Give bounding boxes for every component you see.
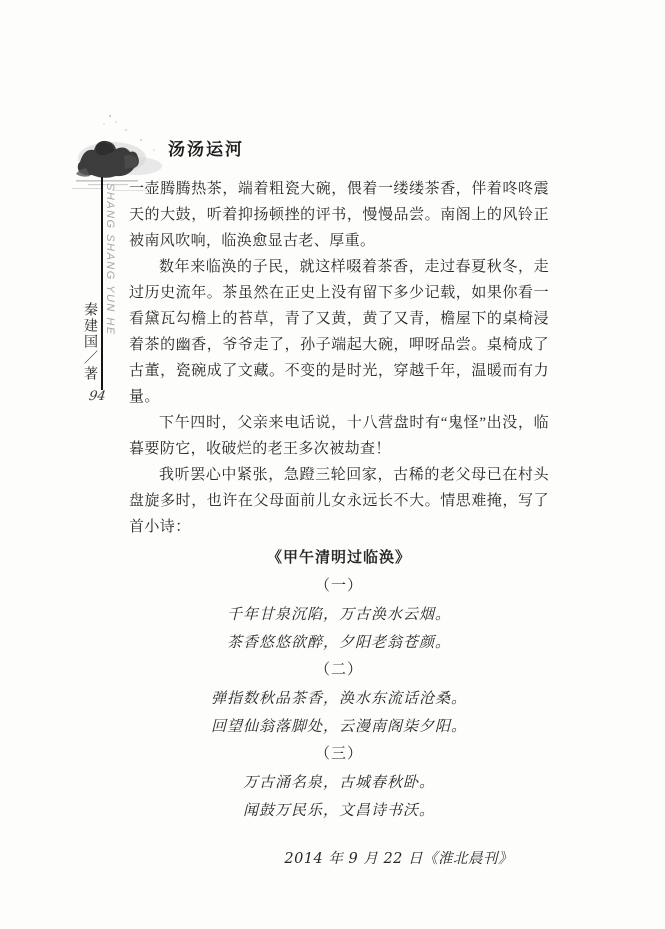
poem (129, 544, 549, 824)
poem-title: 《甲午清明过临涣》 (266, 550, 411, 566)
paragraph: 下午四时，父亲来电话说，十八营盘时有“鬼怪”出没，临暮要防它，收破烂的老王多次被劫查！ (129, 415, 549, 457)
book-pinyin-title: SHANG SHANG YUN HE (104, 183, 116, 336)
page-number: 94 (87, 389, 107, 404)
poem-line: 闻鼓万民乐，文昌诗书沃。 (242, 801, 435, 819)
poem-section-number: （三） (314, 746, 363, 762)
poem-section (129, 572, 549, 656)
paragraph: 我听罢心中紧张，急蹬三轮回家，古稀的老父母已在村头盘旋多时，也许在父母面前儿女永远长不大。情思难掩，写了首小诗： (129, 467, 549, 535)
body-text (129, 176, 549, 872)
poem-line: 弹指数秋品茶香，涣水东流话沧桑。 (210, 689, 467, 707)
poem-line: 千年甘泉沉陷，万古涣水云烟。 (226, 605, 451, 623)
running-title: 汤汤运河 (168, 140, 244, 159)
poem-section-number: （二） (314, 662, 363, 678)
paragraph: 数年来临涣的子民，就这样啜着茶香，走过春夏秋冬，走过历史流年。茶虽然在正史上没有留下多少记载，如果你看一看黛瓦勾檐上的苔草，青了又黄，黄了又青，檐屋下的桌椅浸着茶的幽香，爷爷走了，孙子端起大碗，呷呀品尝。桌椅成了古董，瓷碗成了文藏。不变的是时光，穿越千年，温暖而有力量。 (129, 259, 549, 405)
poem-section-number: （一） (314, 578, 363, 594)
poem-section (129, 740, 549, 824)
author-name: 秦建国／著 (82, 302, 97, 382)
sidebar-divider (101, 177, 103, 390)
poem-line: 万古涌名泉，古城春秋卧。 (242, 773, 435, 791)
poem-section (129, 656, 549, 740)
poem-line: 茶香悠悠欲醉，夕阳老翁苍颜。 (226, 633, 451, 651)
publication-source: 2014 年 9 月 22 日《淮北晨刊》 (284, 851, 513, 867)
poem-line: 回望仙翁落脚处，云漫南阁柒夕阳。 (210, 717, 467, 735)
paragraph-continuation: 一壶腾腾热茶，端着粗瓷大碗，偎着一缕缕茶香，伴着咚咚震天的大鼓，听着抑扬顿挫的评书，慢慢品尝。南阁上的风铃正被南风吹响，临涣愈显古老、厚重。 (129, 181, 549, 249)
